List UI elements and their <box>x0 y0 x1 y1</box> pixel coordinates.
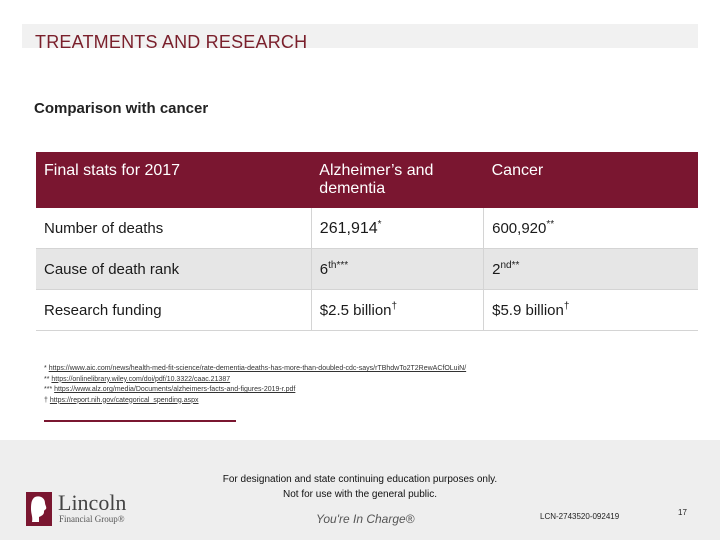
alzheimers-value: 261,914* <box>311 208 483 249</box>
footnote-link[interactable]: https://onlinelibrary.wiley.com/doi/pdf/10.3322/caac.21387 <box>51 375 231 383</box>
cancer-value: 600,920** <box>484 208 698 249</box>
row-label: Cause of death rank <box>36 249 311 290</box>
table-header-row <box>36 152 698 208</box>
tagline: You're In Charge® <box>316 512 415 526</box>
footnote-link[interactable]: https://report.nih.gov/categorical_spending.aspx <box>49 396 199 404</box>
cancer-value: $2^{nd**}$ <box>484 249 698 290</box>
footnote-item: ** https://onlinelibrary.wiley.com/doi/pdf/10.3322/caac.21387 <box>44 375 231 383</box>
lincoln-logo <box>26 490 156 530</box>
footnote-divider <box>44 420 236 422</box>
row-label: Number of deaths <box>36 208 311 249</box>
footnote-link[interactable]: https://www.aic.com/news/health-med-fit-science/rate-dementia-deaths-has-more-than-doubled-cdc-says/rTBhdwTo2T2RewACfOLuiN/ <box>48 365 467 372</box>
column-header-cancer: Cancer <box>484 152 698 208</box>
column-header-alzheimers: Alzheimer’s and dementia <box>311 152 483 208</box>
logo-subtext: Financial Group® <box>59 514 125 524</box>
document-id: LCN-2743520-092419 <box>540 512 620 521</box>
footnote-link[interactable]: https://www.alz.org/media/Documents/alzheimers-facts-and-figures-2019-r.pdf <box>54 386 296 393</box>
table-row <box>36 290 698 331</box>
footnote-item: * https://www.aic.com/news/health-med-fit-science/rate-dementia-deaths-has-more-than-doubled-cdc-says/rTBhdwTo2T2RewACfOLuiN/ <box>44 365 467 372</box>
title-band <box>22 24 698 52</box>
table-row <box>36 249 698 290</box>
column-header-stats: Final stats for 2017 <box>36 152 311 208</box>
page-title: TREATMENTS AND RESEARCH <box>35 32 308 52</box>
footnote-item: † https://report.nih.gov/categorical_spending.aspx <box>44 396 199 404</box>
disclaimer-line: Not for use with the general public. <box>283 489 437 500</box>
section-subtitle: Comparison with cancer <box>34 100 209 117</box>
disclaimer-line: For designation and state continuing education purposes only. <box>222 474 498 485</box>
footnote-item: *** https://www.alz.org/media/Documents/alzheimers-facts-and-figures-2019-r.pdf <box>44 386 296 393</box>
lincoln-profile-icon <box>26 492 52 526</box>
disclaimer <box>150 472 570 502</box>
alzheimers-value: $6^{th***}$ <box>311 249 483 290</box>
footnotes <box>44 364 466 406</box>
alzheimers-value: $2.5 billion† <box>311 290 483 331</box>
logo-wordmark: Lincoln <box>58 490 127 515</box>
cancer-value: $5.9 billion† <box>484 290 698 331</box>
table-row <box>36 208 698 249</box>
page-number: 17 <box>678 508 687 517</box>
row-label: Research funding <box>36 290 311 331</box>
comparison-table <box>36 152 698 331</box>
